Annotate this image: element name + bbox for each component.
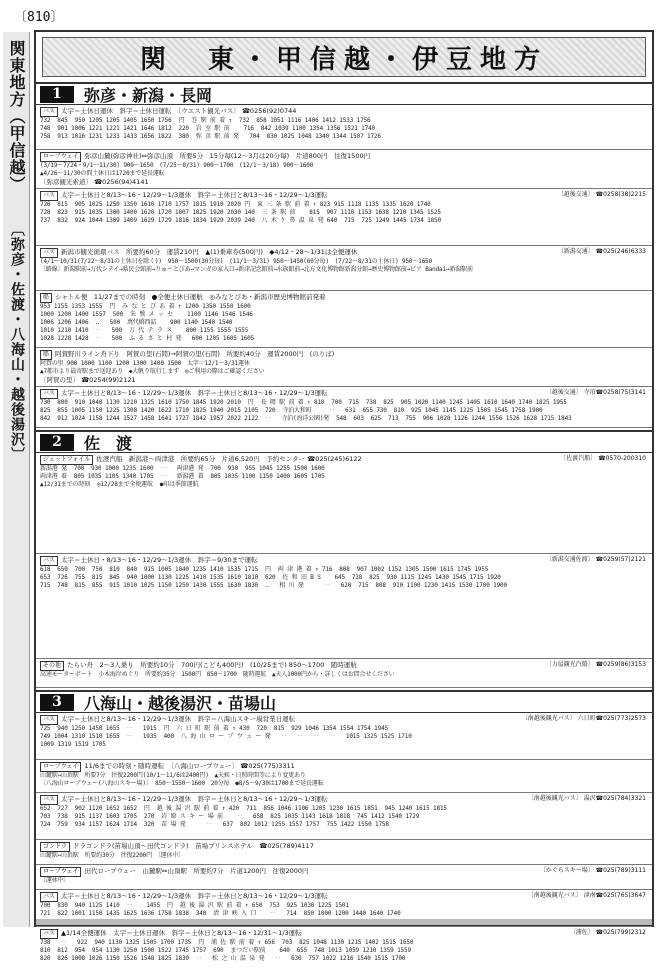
route-note: 太字＝土休日と8/13〜16・12/29〜1/3運休 斜字＝土休日と8/13〜16・12/29〜1/3運転 — [61, 892, 328, 900]
operator-info: 〔佐渡汽船〕 ☎0570-200310 — [560, 455, 646, 462]
timetable-block — [36, 865, 652, 890]
section-header-3 — [36, 690, 652, 713]
operator-info: 〔かぐらスキー場〕 ☎025(789)3111 — [539, 867, 646, 874]
page-footer-bar — [36, 919, 652, 925]
timetable-rows: 720 815 905 1025 1250 1350 1610 1710 1757 1815 1910 2020 円 東 三 条 駅 前 着 ↑ 823 915 1118 1135 1335 1620 1740 728 823 915 1035 1300 1400 1620 1720 1807 1825 1920 2030 140 三 条 駅 前 815 907 1110 1153 1638 1210 1345 1525 737 832 924 1044 1309 1409 1629 1729 1816 1834 1929 2039 240 八 木 ケ 鼻 温 泉 発 640 715 725 1249 1445 1734 1850 — [40, 201, 442, 224]
operator-info: 〔阿賀の里〕 ☎0254(99)2121 — [40, 376, 136, 384]
route-note: 弥彦山麓(弥彦神社)⇔弥彦山頂 所要5分 15分毎(12〜3月は20分毎) 片道800円 往復1500円 — [84, 152, 371, 160]
route-note: ドラゴンドラ(苗場山頂〜田代ゴンドラ) 苗場プリンスホテル ☎025(789)4117 — [73, 842, 314, 850]
route-note: 佐渡汽船 新潟港〜両津港 所要約65分 片道6,520円 予約センター ☎025(245)6122 — [96, 455, 362, 463]
transport-type-tag: バス — [40, 892, 58, 902]
operator-info: 〔南越後観光バス〕 湯沢☎025(784)3321 — [527, 795, 646, 802]
timetable-rows: 652 727 902 1120 1652 1652 円 越 後 湯 沢 駅 前 着 ↑ 420 711 856 1046 1106 1205 1230 1615 1851 945 1240 1615 1815 703 738 915 1137 1603 1705 270 岩 原 ス キ ー 場 前 ‥ 658 825 1035 1143 1618 1818 745 1412 1540 1729 724 759 934 1157 1624 1714 320 苗 場 発 ‥ 637 802 1012 1255 1557 1757 755 1422 1550 1758 — [40, 805, 447, 828]
section-number: 2 — [40, 434, 74, 451]
transport-type-tag: 船 — [40, 293, 52, 303]
timetable-block — [36, 760, 652, 793]
section-number: 3 — [40, 694, 74, 711]
sidebar-region-label: 関東地方（甲信越） — [7, 40, 26, 193]
operator-info: 〔弥彦観光索道〕 ☎0256(94)4141 — [40, 178, 149, 186]
section-title: 八海山・越後湯沢・苗場山 — [84, 693, 277, 713]
operator-info: 〔越後交通〕 寺泊☎0258(75)3141 — [545, 389, 646, 396]
timetable-rows: (3/19〜7/24・9/1〜11/30) 900〜1650 (7/25〜8/31) 900〜1700 (12/1〜3/18) 900〜1600 ▲4/26〜11/30の間土休日は1720まで延長運転 — [40, 162, 314, 177]
timetable-block — [36, 150, 652, 189]
timetable-rows: 953 1155 1353 1555 円 み な と ぴ あ 着 ↑ 1200 1350 1550 1600 1000 1200 1400 1557 500 朱 鷺 メ ッ セ 1100 1146 1546 1546 1006 1206 1406 ‥ 500 萬代橋西詰 900 1140 1540 1540 1010 1210 1410 ‥ 500 万 代 テ ラ ス 800 1155 1555 1555 1028 1228 1428 ‥ 500 ふ る さ と 村 発 600 1205 1605 1605 — [40, 303, 255, 342]
route-note: シャトル便 11/27までの時刻 ●全便土休日運航 ◎みなとぴあ・新潟市歴史博物館前発着 — [55, 293, 326, 301]
route-note: 太字＝土休日と8/13〜16・12/29〜1/3運休 斜字＝土休日と8/13〜16・12/29〜1/3運転 — [61, 389, 328, 397]
operator-info: 〔浦佐〕 ☎025(799)2312 — [569, 929, 646, 936]
section-title: 佐 渡 — [84, 433, 133, 453]
timetable-block — [36, 246, 652, 291]
transport-type-tag: ロープウェイ — [40, 152, 81, 162]
timetable-block — [36, 453, 652, 554]
transport-type-tag: バス — [40, 929, 58, 939]
route-note: 11/6までの時刻・随時運転 〔八海山ロープウェー〕 ☎025(775)3311 — [84, 762, 295, 770]
route-note: ▲1/14全便運休 太字＝土休日運休 斜字＝土休日と8/13〜16・12/31〜1/3運転 — [61, 929, 302, 937]
route-note: 阿賀野川ライン舟下り 阿賀の里(石間)→阿賀の里(石間) 所要約40分 運賃2000円 (のりば) — [55, 350, 335, 358]
timetable-block — [36, 659, 652, 688]
timetable-rows: 618 650 700 750 810 840 915 1005 1040 1235 1410 1535 1715 円 両 津 港 着 ↑ 716 808 907 1002 1152 1305 1500 1615 1745 1955 653 726 755 815 845 940 1000 1130 1225 1410 1535 1610 1810 620 佐 和 田 B S 645 738 825 930 1115 1245 1430 1545 1715 1920 715 748 815 855 915 1010 1025 1150 1250 1430 1555 1630 1830 ‥ 相 川 発 ‥ 620 715 808 910 1100 1230 1415 1530 1700 1900 — [40, 566, 507, 589]
operator-info: 〔新潟交通佐渡〕 ☎0259(57)2121 — [545, 556, 646, 563]
transport-type-tag: バス — [40, 191, 58, 201]
operator-info: 〔南越後観光バス〕 津南☎025(765)3647 — [527, 892, 646, 899]
transport-type-tag: バス — [40, 107, 58, 117]
timetable-block — [36, 713, 652, 760]
timetable-rows: 高速モーターボート 小木海岸めぐり 所要約35分 1500円 850〜1700 随時運航 ▲天人1000円から・詳しくはお問合せください — [40, 671, 395, 678]
route-note: 太字＝土休日・8/13〜16・12/29〜1/3運休 斜字＝9/30まで運転 — [61, 556, 258, 564]
timetable-block — [36, 793, 652, 840]
transport-type-tag: バス — [40, 795, 58, 805]
section-title: 弥彦・新潟・長岡 — [84, 85, 213, 105]
timetable-rows: 725 940 1250 1450 1655 ‥ 1915 円 六 日 町 駅 前 着 ↑ 430 720 815 929 1046 1354 1554 1754 1945 749 1004 1310 1510 1655 ‥ 1935 400 八 海 山 ロ ー プ ウ ェ ー 発 ‥ ‥ ‥ ‥ 1015 1325 1525 1710 1009 1319 1519 1705 — [40, 725, 412, 748]
timetable-block — [36, 387, 652, 428]
timetable-rows: 730 800 910 1040 1130 1210 1325 1610 1750 1845 1920 2010 円 長 岡 駅 前 着 ↑ 810 700 715 738 825 905 1020 1140 1245 1405 1610 1640 1740 1825 1955 825 855 1005 1150 1225 1308 1420 1622 1710 1825 1940 2015 2105 720 寺泊大和町 ‥ 631 655 730 810 925 1045 1145 1225 1505 1545 1758 1900 842 912 1024 1158 1244 1527 1458 1641 1727 1842 1957 2022 2122 ‥ 寺泊(海洋公園)発 548 603 625 713 755 906 1028 1126 1244 1556 1526 1628 1715 1843 — [40, 399, 572, 422]
operator-info: 〔越後交通〕 ☎0258(38)2215 — [557, 191, 646, 198]
operator-info: 〔南越後観光バス〕 六日町☎025(773)2573 — [521, 715, 646, 722]
timetable-rows: 732 845 950 1205 1205 1405 1650 1756 円 巻 駅 前 着 ↑ 732 858 1051 1116 1406 1412 1533 1756 748 901 1006 1221 1221 1421 1646 1812 220 岩 室 駅 前 716 842 1039 1100 1354 1356 1521 1740 758 913 1016 1231 1233 1433 1656 1822 380 弥 彦 駅 前 発 704 830 1025 1048 1340 1344 1507 1726 — [40, 117, 381, 140]
timetable-block — [36, 291, 652, 348]
timetable-rows: 〔運休中〕 — [40, 877, 70, 884]
timetable-rows: 700 830 940 1125 1410 ‥ 1455 円 越 後 湯 沢 駅 前 着 ↑ 650 753 925 1030 1225 1501 721 822 1001 1150 1435 1625 1636 1758 1838 340 清 津 峡 入 口 ‥ 714 850 1000 1200 1440 1640 1740 — [40, 902, 401, 917]
route-note: 田代ロープウェー 山麓駅⇔山頂駅 所要約7分 片道1200円 往復2000円 — [84, 867, 309, 875]
timetable-rows: (4/1〜10/31(7/22〜8/31の土休日を除く)) 950〜1500(30分毎) (11/1〜3/31) 950〜1450(60分毎) (7/22〜8/31の土休日) 950〜1650 〔路線〕新潟駅前→万代シテイ→県民会館前→りゅーとぴあ→マンガの家入口→新津記念館前→水族館前→北方文化博物館新潟分館→歴史博物館前→ピア Bandai→新潟駅前 — [40, 258, 473, 273]
timetable-rows: 738 ‥ 922 940 1130 1325 1505 1700 1735 円 浦 佐 駅 前 着 ↑ 656 703 825 1048 1130 1215 1402 1515 1650 810 812 954 954 1130 1250 1500 1522 1745 1757 690 まつだい駅前 640 655 748 1013 1059 1210 1359 1559 820 826 1008 1026 1150 1526 1548 1825 1830 ‥ 松 之 山 温 泉 発 ‥ 630 757 1022 1216 1540 1515 1700 — [40, 939, 414, 962]
timetable-block — [36, 840, 652, 865]
route-note: 太字＝土休日と8/13〜16・12/29〜1/3運休 斜字＝土休日と8/13〜16・12/29〜1/3運転 — [61, 191, 328, 199]
transport-type-tag: ロープウェイ — [40, 762, 81, 772]
transport-type-tag: ロープウェイ — [40, 867, 81, 877]
sidebar-areas-label: 〔弥彦・佐渡・八海山・越後湯沢〕 — [9, 222, 25, 462]
transport-type-tag: バス — [40, 389, 58, 399]
transport-type-tag: ジェットフォイル — [40, 455, 93, 465]
page-number: 〔810〕 — [14, 10, 64, 25]
transport-type-tag: バス — [40, 715, 58, 725]
section-header-1 — [36, 82, 652, 105]
route-note: 太字＝土休日と8/13〜16・12/29〜1/3運休 斜字＝八海山スキー場営業日運転 — [61, 715, 296, 723]
route-note: たらい舟 2〜3人乗り 所要約10分 700円(こども400円) (10/25まで) 850〜1700 随時運航 — [67, 661, 357, 669]
section-number: 1 — [40, 86, 74, 103]
timetable-block — [36, 554, 652, 659]
timetable-rows: 新潟港 発 700 930 1000 1235 1600 ‥ 両津港 発 700 930 955 1045 1255 1500 1600 両津港 着 805 1035 1105 1340 1705 ‥ 新潟港 着 805 1035 1100 1150 1400 1605 1705 ▲12/31までの時刻 ◎12/28まで全便運航 ●印は季節運航 — [40, 465, 325, 488]
operator-info: 〔新潟交通〕 ☎025(246)6333 — [557, 248, 646, 255]
region-title: 関 東・甲信越・伊豆地方 — [42, 37, 646, 77]
timetable-block — [36, 105, 652, 150]
timetable-rows: 阿賀の里 900 1000 1100 1200 1300 1400 1500 太字＝12/1〜3/31運休 ▲7都市より最寄駅まで送迎あり ◆大帆り航行します ◎ご利用の際はご確認ください — [40, 360, 265, 375]
timetable-rows: 山麓駅⇔山頂駅 所要約30分 往復2200円 〔運休中〕 — [40, 852, 185, 859]
transport-type-tag: バス — [40, 556, 58, 566]
timetable-rows: 山麓駅⇔山頂駅 所要7分 往復2200円(10/1〜11/6は2400円) ▲天候・日照時間等により変更あり 〔八海山ロープウェー(八海山スキー場)〕 850〜1550〜1600 20分毎 ●8/5〜9/30は1700まで延長運転 — [40, 772, 324, 787]
transport-type-tag: ゴンドラ — [40, 842, 70, 852]
timetable-page — [34, 30, 654, 962]
section-header-2 — [36, 430, 652, 453]
operator-info: 〔力屋観光汽船〕 ☎0259(86)3153 — [545, 661, 646, 668]
transport-type-tag: バス — [40, 248, 58, 258]
region-sidebar — [3, 32, 30, 927]
transport-type-tag: 船 — [40, 350, 52, 360]
timetable-block — [36, 189, 652, 246]
route-note: 太字＝土休日運休 斜字＝土休日運転 〔ウエスト観光バス〕 ☎0256(92)0744 — [61, 107, 297, 115]
route-note: 太字＝土休日と8/13〜16・12/29〜1/3運休 斜字＝土休日と8/13〜16・12/29〜1/3運転 — [61, 795, 328, 803]
timetable-block — [36, 348, 652, 387]
transport-type-tag: その他 — [40, 661, 64, 671]
timetable-block — [36, 927, 652, 969]
route-note: 新潟市観光循環バス 所要約60分 運賃210円 ▲(1)乗車券(500円) ◆4/12・28〜1/31は全便運休 — [61, 248, 358, 256]
